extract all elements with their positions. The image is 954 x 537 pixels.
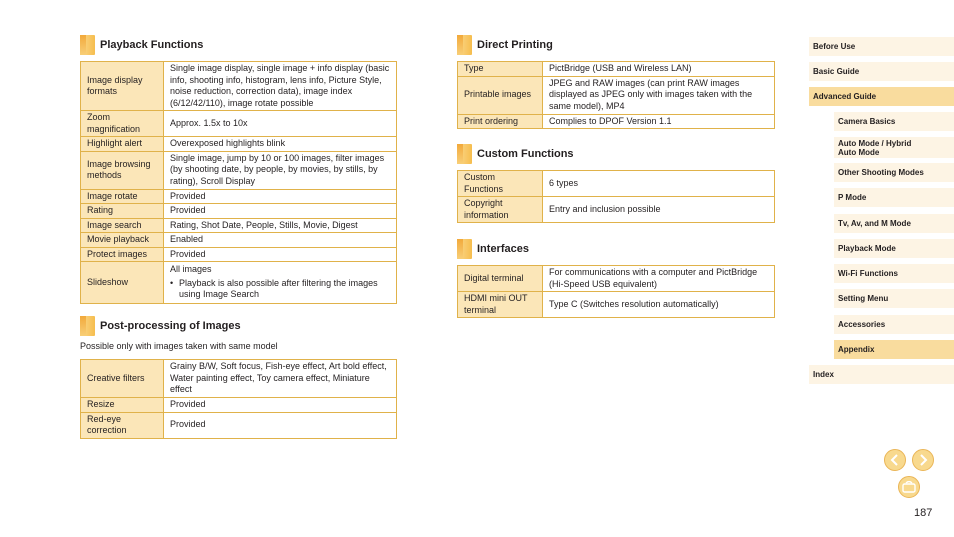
table-row <box>81 62 397 111</box>
postproc-heading <box>80 316 396 336</box>
spec-value: 6 types <box>543 171 775 197</box>
spec-value: Complies to DPOF Version 1.1 <box>543 114 775 129</box>
spec-value: PictBridge (USB and Wireless LAN) <box>543 62 775 77</box>
spec-value: Single image, jump by 10 or 100 images, filter images (by shooting date, by people, by movies, by stills, by rating), Scroll Display <box>164 151 397 189</box>
table-row <box>81 247 397 262</box>
nav-label: P Mode <box>838 193 867 202</box>
spec-key: Creative filters <box>81 360 164 398</box>
arrow-right-icon <box>917 454 929 466</box>
nav-label: Setting Menu <box>838 294 889 303</box>
table-row <box>81 137 397 152</box>
next-page-button[interactable] <box>912 449 934 471</box>
postproc-table <box>80 359 397 439</box>
spec-key: Type <box>458 62 543 77</box>
bullet-mark: • <box>170 277 174 288</box>
nav-label: Index <box>813 370 834 379</box>
spec-value: Provided <box>164 189 397 204</box>
table-row <box>81 233 397 248</box>
spec-key: Digital terminal <box>458 266 543 292</box>
table-row <box>81 412 397 438</box>
nav-wifi-functions[interactable] <box>834 264 954 283</box>
nav-basic-guide[interactable] <box>809 62 954 81</box>
direct-printing-table <box>457 61 775 129</box>
spec-key: HDMI mini OUT terminal <box>458 292 543 318</box>
table-row <box>458 266 775 292</box>
nav-label: Tv, Av, and M Mode <box>838 219 911 228</box>
spec-key: Copyright information <box>458 197 543 223</box>
spec-value: Grainy B/W, Soft focus, Fish-eye effect, Art bold effect, Water painting effect, Toy camera effect, Miniature effect <box>164 360 397 398</box>
nav-label: Other Shooting Modes <box>838 168 924 177</box>
interfaces-heading <box>457 239 774 259</box>
section-bookmark-icon <box>80 35 95 55</box>
return-icon <box>902 481 916 493</box>
table-row <box>81 398 397 413</box>
nav-playback-mode[interactable] <box>834 239 954 258</box>
spec-value: Rating, Shot Date, People, Stills, Movie, Digest <box>164 218 397 233</box>
spec-key: Slideshow <box>81 262 164 304</box>
nav-index[interactable] <box>809 365 954 384</box>
table-row <box>458 171 775 197</box>
table-row <box>81 189 397 204</box>
table-row <box>81 204 397 219</box>
nav-auto-mode[interactable] <box>834 137 954 158</box>
spec-value: Provided <box>164 398 397 413</box>
spec-value <box>164 262 397 304</box>
spec-key: Movie playback <box>81 233 164 248</box>
table-row <box>81 360 397 398</box>
section-bookmark-icon <box>457 239 472 259</box>
spec-key: Print ordering <box>458 114 543 129</box>
spec-value: Overexposed highlights blink <box>164 137 397 152</box>
spec-value: Provided <box>164 204 397 219</box>
nav-advanced-guide[interactable] <box>809 87 954 106</box>
playback-title: Playback Functions <box>100 39 204 51</box>
nav-accessories[interactable] <box>834 315 954 334</box>
spec-key: Printable images <box>458 76 543 114</box>
spec-key: Image browsing methods <box>81 151 164 189</box>
nav-label: Playback Mode <box>838 244 896 253</box>
table-row <box>458 197 775 223</box>
spec-key: Red-eye correction <box>81 412 164 438</box>
interfaces-section <box>457 239 774 318</box>
spec-key: Custom Functions <box>458 171 543 197</box>
nav-tv-av-m-mode[interactable] <box>834 214 954 233</box>
spec-key: Zoom magnification <box>81 111 164 137</box>
section-bookmark-icon <box>457 144 472 164</box>
postproc-section <box>80 316 396 439</box>
spec-value: Entry and inclusion possible <box>543 197 775 223</box>
postproc-note: Possible only with images taken with same model <box>80 341 278 351</box>
spec-value: Enabled <box>164 233 397 248</box>
nav-setting-menu[interactable] <box>834 289 954 308</box>
custom-functions-heading <box>457 144 774 164</box>
direct-printing-section <box>457 35 774 129</box>
postproc-title: Post-processing of Images <box>100 320 241 332</box>
spec-value: Single image display, single image + info display (basic info, shooting info, histogram, lens info, Picture Style, noise reduction, correction data), image index (6/12/42/110), image rotate possible <box>164 62 397 111</box>
nav-label: Accessories <box>838 320 886 329</box>
custom-functions-table <box>457 170 775 223</box>
nav-label: Wi-Fi Functions <box>838 269 898 278</box>
spec-value: Provided <box>164 412 397 438</box>
custom-functions-section <box>457 144 774 223</box>
interfaces-table <box>457 265 775 318</box>
spec-key: Image rotate <box>81 189 164 204</box>
spec-key: Highlight alert <box>81 137 164 152</box>
section-bookmark-icon <box>457 35 472 55</box>
nav-p-mode[interactable] <box>834 188 954 207</box>
spec-key: Image display formats <box>81 62 164 111</box>
nav-appendix[interactable] <box>834 340 954 359</box>
spec-value: For communications with a computer and PictBridge (Hi-Speed USB equivalent) <box>543 266 775 292</box>
custom-functions-title: Custom Functions <box>477 148 574 160</box>
table-row <box>81 218 397 233</box>
nav-label: Auto Mode / Hybrid Auto Mode <box>838 138 912 157</box>
spec-value: JPEG and RAW images (can print RAW images displayed as JPEG only with images taken with the same model), MP4 <box>543 76 775 114</box>
page-number: 187 <box>914 507 933 519</box>
table-row <box>81 111 397 137</box>
spec-value: Approx. 1.5x to 10x <box>164 111 397 137</box>
nav-other-shooting-modes[interactable] <box>834 163 954 182</box>
table-row <box>458 76 775 114</box>
spec-key: Rating <box>81 204 164 219</box>
interfaces-title: Interfaces <box>477 243 529 255</box>
spec-value: Provided <box>164 247 397 262</box>
arrow-left-icon <box>889 454 901 466</box>
spec-key: Image search <box>81 218 164 233</box>
spec-value: Type C (Switches resolution automatically) <box>543 292 775 318</box>
nav-label: Advanced Guide <box>813 92 877 101</box>
playback-table <box>80 61 397 304</box>
nav-label: Appendix <box>838 345 875 354</box>
spec-key: Resize <box>81 398 164 413</box>
nav-label: Camera Basics <box>838 117 896 126</box>
table-row <box>458 62 775 77</box>
bullet-text: Playback is also possible after filtering the images using Image Search <box>179 277 378 300</box>
slideshow-line: All images <box>170 264 212 275</box>
table-row <box>458 114 775 129</box>
nav-before-use[interactable] <box>809 37 954 56</box>
direct-printing-heading <box>457 35 774 55</box>
nav-label: Before Use <box>813 42 856 51</box>
section-bookmark-icon <box>80 316 95 336</box>
direct-printing-title: Direct Printing <box>477 39 553 51</box>
playback-section <box>80 35 396 304</box>
playback-heading <box>80 35 396 55</box>
nav-camera-basics[interactable] <box>834 112 954 131</box>
table-row <box>458 292 775 318</box>
return-button[interactable] <box>898 476 920 498</box>
spec-key: Protect images <box>81 247 164 262</box>
prev-page-button[interactable] <box>884 449 906 471</box>
slideshow-bullet <box>170 276 390 301</box>
table-row <box>81 262 397 304</box>
nav-label: Basic Guide <box>813 67 860 76</box>
table-row <box>81 151 397 189</box>
